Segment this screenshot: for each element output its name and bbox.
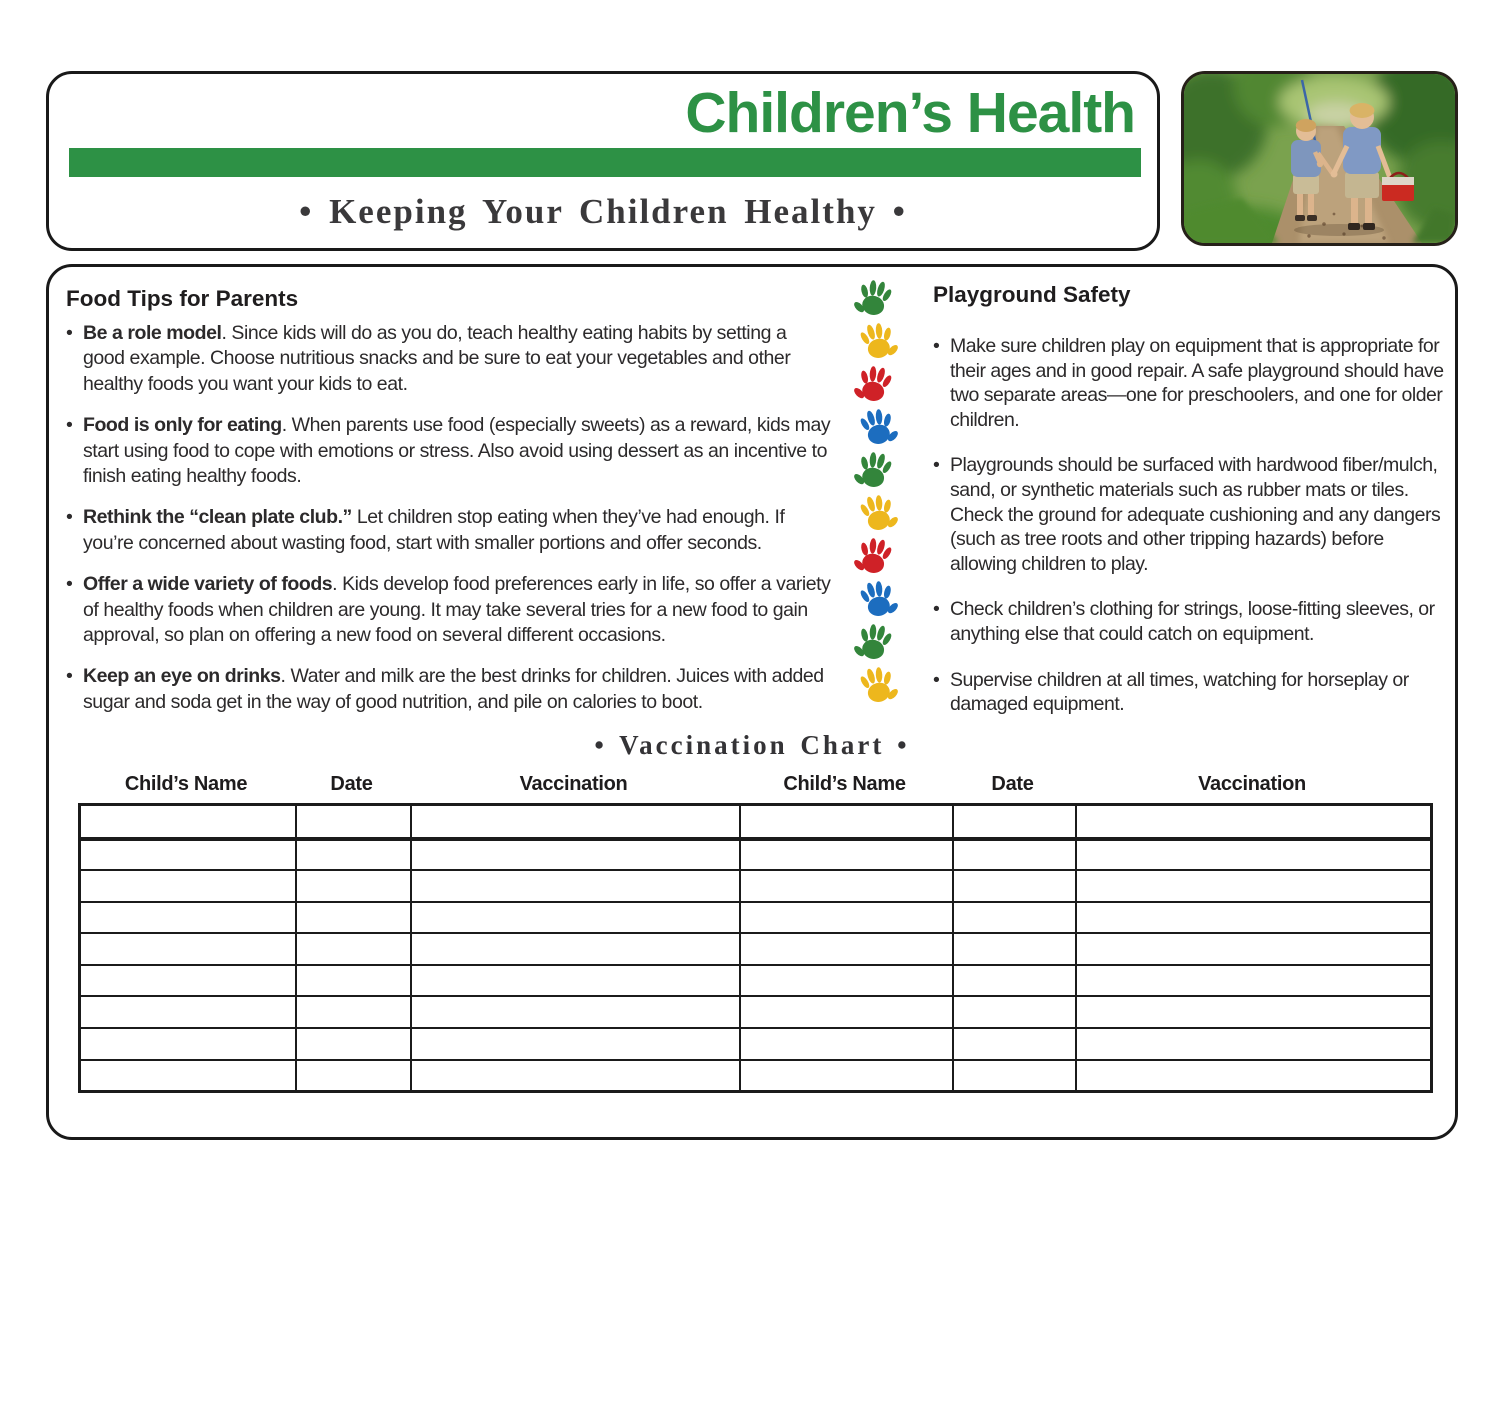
bullet-icon: • <box>66 322 73 344</box>
table-row <box>80 933 1432 965</box>
table-cell <box>411 805 740 839</box>
table-cell <box>296 996 411 1028</box>
list-item: • Be a role model. Since kids will do as you do, teach healthy eating habits by setting a good example. Choose nutritious snacks and be sure to eat your vegetables and other healthy foods you want your kids to eat. <box>66 322 791 395</box>
table-row <box>80 996 1432 1028</box>
table-cell <box>953 805 1076 839</box>
children-walking-photo <box>1181 71 1458 246</box>
table-cell <box>740 805 953 839</box>
column-header: Vaccination <box>1198 773 1306 795</box>
page-subtitle: • Keeping Your Children Healthy • <box>299 192 907 231</box>
table-cell <box>740 1028 953 1060</box>
handprint-icon <box>850 622 910 665</box>
table-cell <box>80 839 296 871</box>
handprint-icon <box>850 407 910 450</box>
table-cell <box>411 996 740 1028</box>
list-item: • Keep an eye on drinks. Water and milk are the best drinks for children. Juices with added sugar and soda get in the way of good nutrition, and pile on calories to boot. <box>66 665 824 713</box>
table-cell <box>80 996 296 1028</box>
table-cell <box>80 1060 296 1092</box>
column-header: Vaccination <box>519 773 628 795</box>
table-cell <box>953 870 1076 902</box>
bullet-icon: • <box>933 454 940 477</box>
table-cell <box>1076 902 1432 934</box>
table-cell <box>80 1028 296 1060</box>
table-cell <box>296 839 411 871</box>
table-cell <box>296 1060 411 1092</box>
table-cell <box>1076 805 1432 839</box>
table-cell <box>80 870 296 902</box>
table-cell <box>740 902 953 934</box>
table-cell <box>1076 965 1432 997</box>
table-cell <box>1076 870 1432 902</box>
table-row <box>80 870 1432 902</box>
table-cell <box>740 839 953 871</box>
list-item: • Make sure children play on equipment that is appropriate for their ages and in good repair. A safe playground should have two separate areas—one for preschoolers, and one for older children. <box>933 335 1444 431</box>
handprint-icon <box>850 321 910 364</box>
table-cell <box>296 805 411 839</box>
table-cell <box>740 1060 953 1092</box>
column-header: Date <box>991 773 1034 795</box>
bullet-icon: • <box>66 506 73 529</box>
vaccination-table-body <box>80 805 1432 1092</box>
food-tips-list <box>66 321 832 715</box>
table-cell <box>411 933 740 965</box>
table-cell <box>296 933 411 965</box>
vaccination-chart-heading: • Vaccination Chart • <box>594 730 910 760</box>
table-cell <box>953 839 1076 871</box>
table-cell <box>80 902 296 934</box>
bullet-icon: • <box>933 598 940 621</box>
list-item: • Food is only for eating. When parents use food (especially sweets) as a reward, kids may start using food to cope with emotions or stress. Also avoid using dessert as an incentive to finish eating healthy foods. <box>66 414 831 488</box>
table-row <box>80 1060 1432 1092</box>
table-row <box>80 839 1432 871</box>
table-cell <box>411 1060 740 1092</box>
photo-illustration <box>1184 74 1455 243</box>
table-cell <box>953 965 1076 997</box>
table-cell <box>740 996 953 1028</box>
bullet-icon: • <box>66 573 73 596</box>
bullet-icon: • <box>66 665 73 688</box>
list-item: • Supervise children at all times, watching for horseplay or damaged equipment. <box>933 668 1409 716</box>
table-cell <box>953 996 1076 1028</box>
handprint-icon <box>850 364 910 407</box>
column-header: Child’s Name <box>783 773 906 795</box>
list-item: • Check children’s clothing for strings, loose-fitting sleeves, or anything else that could catch on equipment. <box>933 598 1435 645</box>
handprint-icon <box>850 579 910 622</box>
table-row <box>80 965 1432 997</box>
table-cell <box>1076 933 1432 965</box>
handprint-icon <box>850 493 910 536</box>
table-cell <box>80 933 296 965</box>
table-cell <box>740 933 953 965</box>
list-item: • Playgrounds should be surfaced with hardwood fiber/mulch, sand, or synthetic materials such as rubber mats or tiles. Check the ground for adequate cushioning and any dangers (such as tree roots and other tripping hazards) before allowing children to play. <box>933 454 1441 575</box>
header-card <box>46 71 1160 251</box>
playground-safety-section <box>933 282 1453 717</box>
table-cell <box>411 1028 740 1060</box>
handprint-icon <box>850 536 910 579</box>
table-cell <box>411 902 740 934</box>
list-item: • Offer a wide variety of foods. Kids develop food preferences early in life, so offer a variety of healthy foods when children are young. It may take several tries for a new food to gain approval, so plan on offering a new food on several different occasions. <box>66 573 831 647</box>
table-row <box>80 1028 1432 1060</box>
bullet-icon: • <box>933 668 940 691</box>
bullet-icon: • <box>66 414 73 437</box>
table-cell <box>953 1028 1076 1060</box>
table-cell <box>1076 996 1432 1028</box>
handprint-icon <box>850 450 910 493</box>
column-header: Child’s Name <box>124 773 248 795</box>
table-cell <box>80 805 296 839</box>
table-cell <box>1076 1028 1432 1060</box>
accent-bar <box>69 148 1141 177</box>
page-title: Children’s Health <box>685 81 1135 145</box>
handprint-icon <box>850 665 910 708</box>
table-cell <box>1076 839 1432 871</box>
table-cell <box>296 965 411 997</box>
table-cell <box>953 933 1076 965</box>
food-tips-section <box>66 286 832 731</box>
table-header-row <box>78 773 1430 796</box>
table-cell <box>740 870 953 902</box>
playground-list <box>933 334 1453 717</box>
table-cell <box>296 870 411 902</box>
column-header: Date <box>330 773 373 795</box>
table-cell <box>296 1028 411 1060</box>
food-tips-heading: Food Tips for Parents <box>66 286 299 311</box>
table-cell <box>411 839 740 871</box>
table-cell <box>411 965 740 997</box>
handprints-column <box>850 278 910 708</box>
table-cell <box>80 965 296 997</box>
bullet-icon: • <box>933 335 940 357</box>
table-row <box>80 805 1432 839</box>
table-cell <box>953 1060 1076 1092</box>
table-cell <box>740 965 953 997</box>
handprint-icon <box>850 278 910 321</box>
content-card <box>46 264 1458 1140</box>
table-row <box>80 902 1432 934</box>
list-item: • Rethink the “clean plate club.” Let children stop eating when they’ve had enough. If you’re concerned about wasting food, start with smaller portions and offer seconds. <box>66 506 785 554</box>
vaccination-table <box>78 803 1433 1093</box>
table-cell <box>296 902 411 934</box>
vaccination-chart <box>78 773 1430 1093</box>
table-cell <box>953 902 1076 934</box>
playground-heading: Playground Safety <box>933 282 1131 307</box>
table-cell <box>1076 1060 1432 1092</box>
table-cell <box>411 870 740 902</box>
